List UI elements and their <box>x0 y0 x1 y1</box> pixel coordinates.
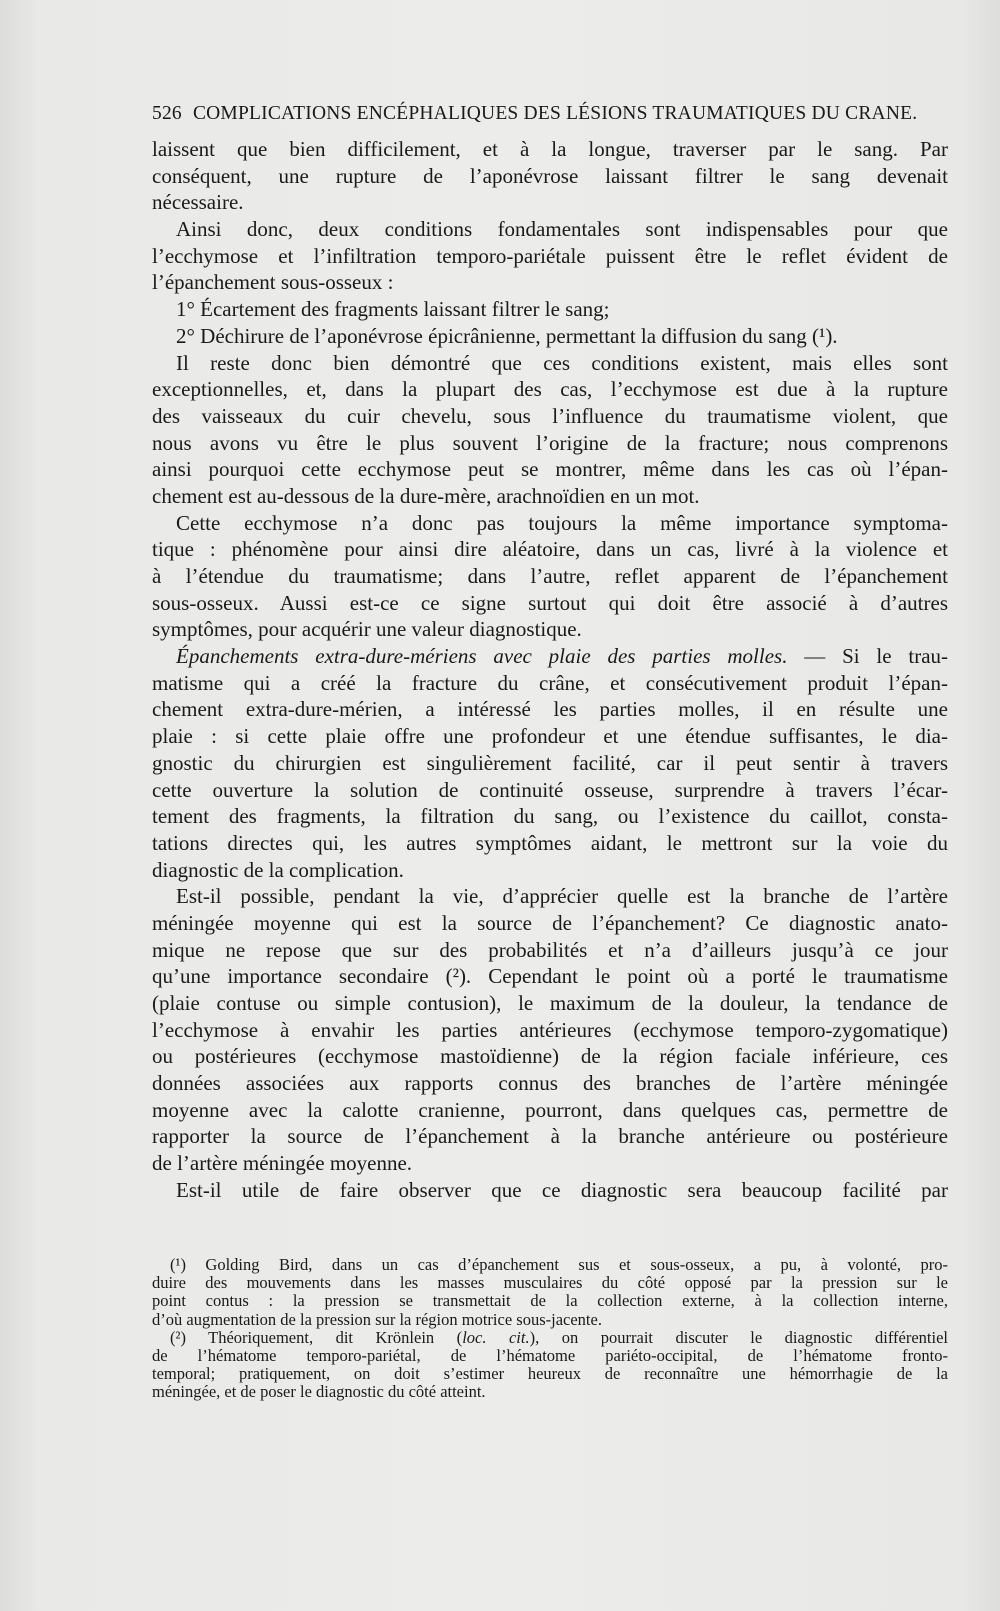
body-line: tement des fragments, la filtration du sang, ou l’existence du caillot, consta- <box>152 804 948 829</box>
footnote-2-line <box>152 1329 948 1347</box>
body-line: chement extra-dure-mérien, a intéressé les parties molles, il en résulte une <box>152 697 948 722</box>
section-heading-rest: — Si le trau- <box>787 644 949 669</box>
body-line: à l’étendue du traumatisme; dans l’autre, reflet apparent de l’épanchement <box>152 564 948 588</box>
footnote-2-line: temporal; pratiquement, on doit s’estimer heureux de reconnaître une hémorrhagie de la <box>152 1364 948 1384</box>
footnote-2-line: de l’hématome temporo-pariétal, de l’hématome pariéto-occipital, de l’hématome fronto- <box>152 1345 948 1365</box>
body-line: plaie : si cette plaie offre une profondeur et une étendue suffisantes, le dia- <box>152 724 948 749</box>
body-line: diagnostic de la complication. <box>152 857 404 882</box>
body-line: rapporter la source de l’épanchement à la branche antérieure ou postérieure <box>152 1124 948 1149</box>
body-line: Ainsi donc, deux conditions fondamentales sont indispensables pour que <box>176 217 948 242</box>
body-line: l’ecchymose et l’infiltration temporo-pariétale puissent être le reflet évident de <box>152 243 948 268</box>
body-line: mique ne repose que sur des probabilités et n’a d’ailleurs jusqu’à ce jour <box>152 937 948 962</box>
body-line: (plaie contuse ou simple contusion), le maximum de la douleur, la tendance de <box>152 991 948 1015</box>
body-line: symptômes, pour acquérir une valeur diagnostique. <box>152 617 582 642</box>
footnote-2-line: méningée, et de poser le diagnostic du côté atteint. <box>152 1382 486 1402</box>
body-line: exceptionnelles, et, dans la plupart des cas, l’ecchymose est due à la rupture <box>152 377 948 402</box>
body-line: ainsi pourquoi cette ecchymose peut se montrer, même dans les cas où l’épan- <box>152 457 948 482</box>
body-line: l’épanchement sous-osseux : <box>152 270 394 295</box>
footnote-1-line: duire des mouvements dans les masses musculaires du côté opposé par la pression sur le <box>152 1273 948 1293</box>
body-line: Est-il utile de faire observer que ce diagnostic sera beaucoup facilité par <box>176 1177 948 1202</box>
footnote-1-line: d’où augmentation de la pression sur la région motrice sous-jacente. <box>152 1309 602 1329</box>
body-line: ou postérieures (ecchymose mastoïdienne) de la région faciale inférieure, ces <box>152 1044 948 1069</box>
section-heading: Épanchements extra-dure-mériens avec plaie des parties molles. <box>176 644 788 669</box>
body-line: des vaisseaux du cuir chevelu, sous l’influence du traumatisme violent, que <box>152 403 948 428</box>
body-line: nécessaire. <box>152 190 244 215</box>
body-line: matisme qui a créé la fracture du crâne, et consécutivement produit l’épan- <box>152 670 948 695</box>
body-line: nous avons vu être le plus souvent l’origine de la fracture; nous comprenons <box>152 430 948 455</box>
section-heading-line <box>152 643 948 670</box>
footnote-2-start: (²) Théoriquement, dit Krönlein ( <box>170 1327 463 1347</box>
footnotes <box>152 1256 948 1402</box>
body-text <box>152 136 948 1204</box>
body-line: sous-osseux. Aussi est-ce ce signe surtout qui doit être associé à d’autres <box>152 590 948 615</box>
footnote-2-citation: loc. cit. <box>462 1327 530 1347</box>
body-line: Est-il possible, pendant la vie, d’apprécier quelle est la branche de l’artère <box>176 884 948 909</box>
body-line: données associées aux rapports connus des branches de l’artère méningée <box>152 1071 948 1096</box>
running-title: COMPLICATIONS ENCÉPHALIQUES DES LÉSIONS TRAUMATIQUES DU CRANE. <box>192 103 918 124</box>
body-line: laissent que bien difficilement, et à la longue, traverser par le sang. Par <box>152 137 948 161</box>
body-line: conséquent, une rupture de l’aponévrose laissant filtrer le sang devenait <box>152 163 948 188</box>
body-line: Il reste donc bien démontré que ces conditions existent, mais elles sont <box>176 350 948 375</box>
list-item-2: 2° Déchirure de l’aponévrose épicrânienne, permettant la diffusion du sang (¹). <box>176 323 838 348</box>
body-line: chement est au-dessous de la dure-mère, arachnoïdien en un mot. <box>152 483 700 508</box>
page-number: 526 <box>152 103 182 124</box>
body-line: tique : phénomène pour ainsi dire aléatoire, dans un cas, livré à la violence et <box>152 537 948 562</box>
body-line: de l’artère méningée moyenne. <box>152 1151 413 1176</box>
footnote-1-line: (¹) Golding Bird, dans un cas d’épanchement sus et sous-osseux, a pu, à volonté, pro- <box>170 1255 948 1274</box>
body-line: cette ouverture la solution de continuité osseuse, surprendre à travers l’écar- <box>152 777 948 802</box>
running-head <box>152 103 952 125</box>
body-line: Cette ecchymose n’a donc pas toujours la même importance symptoma- <box>176 510 948 535</box>
body-line: méningée moyenne qui est la source de l’épanchement? Ce diagnostic anato- <box>152 910 948 935</box>
body-line: l’ecchymose à envahir les parties antérieures (ecchymose temporo-zygomatique) <box>152 1017 948 1042</box>
body-line: moyenne avec la calotte cranienne, pourront, dans quelques cas, permettre de <box>152 1097 948 1122</box>
footnote-2-rest: ), on pourrait discuter le diagnostic différentiel <box>529 1327 948 1347</box>
body-line: qu’une importance secondaire (²). Cependant le point où a porté le traumatisme <box>152 964 948 989</box>
body-line: tations directes qui, les autres symptômes aidant, le mettront sur la voie du <box>152 830 948 855</box>
footnote-1-line: point contus : la pression se transmettait de la collection externe, à la collection interne, <box>152 1291 948 1311</box>
list-item-1: 1° Écartement des fragments laissant filtrer le sang; <box>176 297 610 322</box>
body-line: gnostic du chirurgien est singulièrement facilité, car il peut sentir à travers <box>152 750 948 775</box>
